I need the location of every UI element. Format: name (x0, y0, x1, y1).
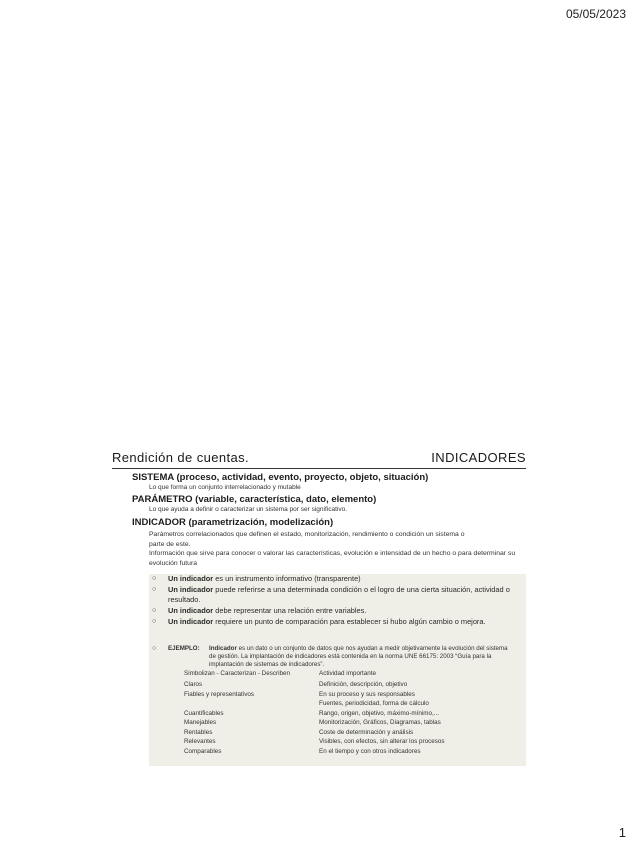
bullet-circle-icon: ○ (152, 586, 157, 593)
table-row: Cuantificables Rango, origen, objetivo, máximo-mínimo,... (184, 709, 440, 717)
bullet-item: ○ Un indicador requiere un punto de comparación para establecer si hubo algún cambio o mejora. (152, 617, 486, 626)
indicador-description-1: Parámetros correlacionados que definen el estado, monitorización, rendimiento o condición un sistema o parte de este. (149, 531, 465, 548)
table-row: Manejables Monitorización, Gráficos, Diagramas, tablas (184, 719, 441, 726)
parametro-description: Lo que ayuda a definir o caracterizar un sistema por ser significativo. (149, 506, 347, 513)
bullet-item: ○ Un indicador puede referirse a una determinada condición o el logro de una cierta situación, actividad o resultado. (152, 585, 510, 604)
bullet-circle-icon: ○ (152, 645, 157, 652)
example-text: Indicador es un dato o un conjunto de datos que nos ayudan a medir objetivamente la evolución del sistema de gestión. La implantación de indicadores está contenida en la norma UNE 66175: 2003 “Guía para la implantación de sistemas de indicadores”. (209, 645, 508, 668)
bullet-item: ○ Un indicador es un instrumento informativo (transparente) (152, 574, 361, 583)
table-row: Fiables y representativos En su proceso y sus responsables (184, 690, 415, 698)
indicador-description-2: Información que sirve para conocer o valorar las características, evolución e intensidad de un hecho o para determinar su evolución futura (149, 550, 516, 567)
table-header-row: Simbolizan - Caracterizan - Describen Actividad importante (184, 670, 377, 677)
sistema-heading: SISTEMA (proceso, actividad, evento, proyecto, objeto, situación) (132, 472, 429, 483)
slide-topic: INDICADORES (431, 450, 526, 465)
table-row: Fuentes, periodicidad, forma de cálculo (319, 700, 429, 707)
table-row: Comparables En el tiempo y con otros indicadores (184, 747, 421, 755)
table-row: Relevantes Visibles, con efectos, sin alterar los procesos (184, 738, 445, 745)
table-row: Rentables Coste de determinación y análisis (184, 728, 414, 736)
parametro-heading: PARÁMETRO (variable, característica, dato, elemento) (132, 494, 377, 505)
example-label: EJEMPLO: (168, 645, 200, 652)
bullet-circle-icon: ○ (152, 618, 157, 625)
indicator-notes-box (149, 574, 526, 766)
slide-title-bar (112, 450, 526, 469)
indicador-heading: INDICADOR (parametrización, modelización) (132, 517, 334, 528)
bullet-circle-icon: ○ (152, 575, 157, 582)
page-number: 1 (618, 825, 626, 840)
sistema-description: Lo que forma un conjunto interrelacionado y mutable (149, 484, 301, 491)
print-date: 05/05/2023 (565, 7, 626, 21)
bullet-circle-icon: ○ (152, 607, 157, 614)
bullet-item: ○ Un indicador debe representar una relación entre variables. (152, 606, 367, 615)
table-row: Claros Definición, descripción, objetivo (184, 681, 408, 688)
slide-title: Rendición de cuentas. (112, 450, 250, 465)
